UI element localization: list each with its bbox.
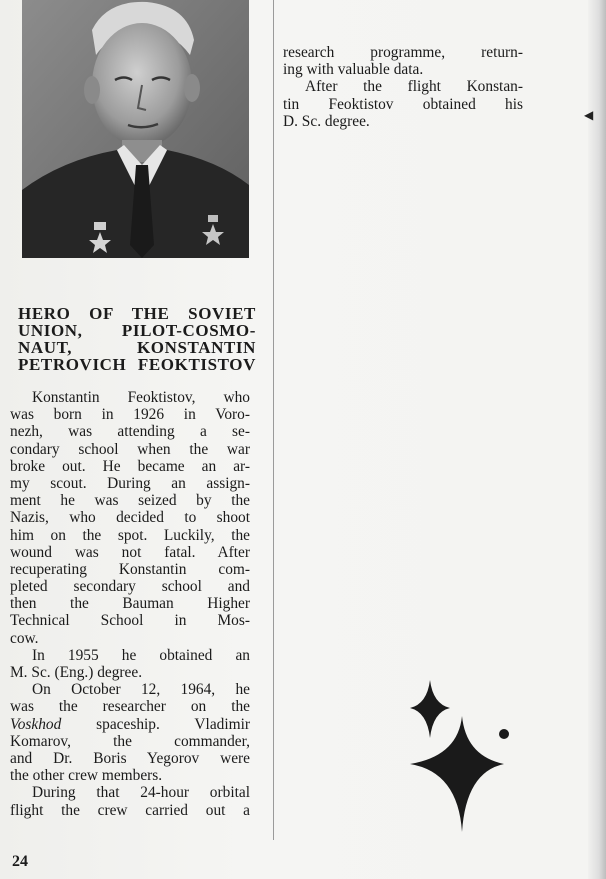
text-line: condary school when the war [10,440,250,458]
small-star-icon [410,680,450,738]
text-line: the other crew members. [10,767,163,785]
heading-line: NAUT, KONSTANTIN [18,338,256,357]
text-line: and Dr. Boris Yegorov were [10,749,250,767]
text-line: nezh, was attending a se- [10,423,250,441]
column-divider [273,0,274,840]
article-heading [18,305,256,373]
heading-line: UNION, PILOT-COSMO- [18,321,256,340]
text-line: wound was not fatal. After [10,543,250,561]
heading-line: HERO OF THE SOVIET [18,304,256,323]
text-line: In 1955 he obtained an [32,646,250,664]
text-line: ment he was seized by the [10,492,250,510]
text-line: pleted secondary school and [10,578,250,596]
text-line: M. Sc. (Eng.) degree. [10,664,143,681]
text-line: Konstantin Feoktistov, who [32,389,250,406]
text-line: Voskhod spaceship. Vladimir [10,715,250,733]
text-line: Komarov, the commander, [10,732,250,750]
text-line: During that 24-hour orbital [32,784,250,802]
portrait-photo [22,0,249,258]
text-line: D. Sc. degree. [283,112,370,130]
text-line: Nazis, who decided to shoot [10,509,250,527]
margin-mark-icon: ◀ [584,108,594,122]
text-line: cow. [10,629,39,647]
text-line: recuperating Konstantin com- [10,560,250,578]
left-column-text [10,389,250,819]
decorative-stars [402,676,512,836]
text-line: then the Bauman Higher [10,595,250,613]
text-line: was the researcher on the [10,698,250,716]
text-line: tin Feoktistov obtained his [283,95,523,113]
large-star-icon [410,716,504,832]
dot-icon [499,729,509,739]
text-line: After the flight Konstan- [305,78,523,96]
text-line: my scout. During an assign- [10,474,250,492]
text-line: broke out. He became an ar- [10,457,250,475]
page-edge-shadow [588,0,606,879]
heading-line: PETROVICH FEOKTISTOV [18,355,256,374]
text-line: flight the crew carried out a [10,801,250,819]
text-line: On October 12, 1964, he [32,681,250,699]
text-line: Technical School in Mos- [10,612,250,630]
text-line: was born in 1926 in Voro- [10,406,250,424]
right-column-text [283,44,523,130]
text-line: ing with valuable data. [283,61,424,79]
page-number: 24 [12,853,28,870]
text-line: research programme, return- [283,44,523,61]
text-line: him on the spot. Luckily, the [10,526,250,544]
